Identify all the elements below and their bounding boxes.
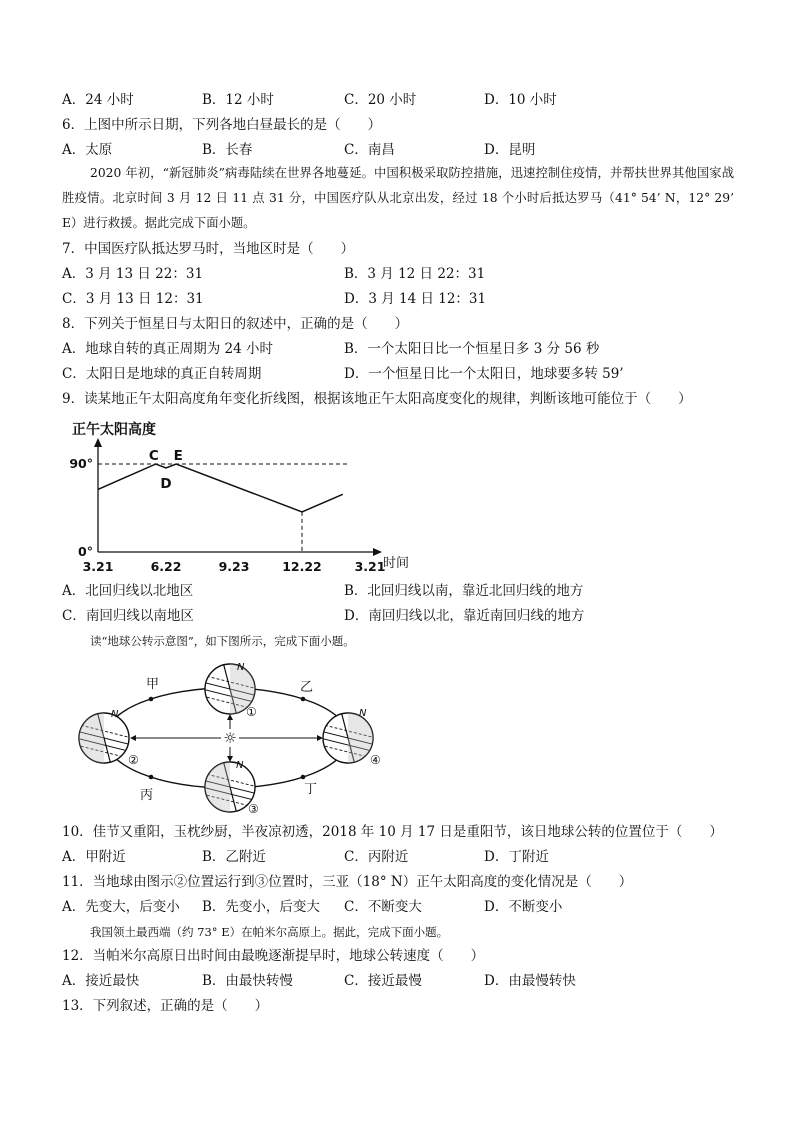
- q11-option-c[interactable]: C．不断变大: [344, 899, 422, 915]
- q7-stem: 7．中国医疗队抵达罗马时，当地区时是（ ）: [62, 241, 355, 257]
- svg-text:N: N: [111, 709, 119, 720]
- orbit-point-yi: [301, 697, 306, 702]
- sun-height-chart: [62, 416, 410, 578]
- x-tick-label: 3.21: [354, 559, 386, 574]
- q9-option-d[interactable]: D．南回归线以北，靠近南回归线的地方: [344, 608, 585, 624]
- q5-option-d[interactable]: D．10 小时: [484, 92, 557, 108]
- chart-title: 正午太阳高度: [72, 422, 156, 438]
- q8-option-c[interactable]: C．太阳日是地球的真正自转周期: [62, 366, 262, 382]
- q5-option-c[interactable]: C．20 小时: [344, 92, 417, 108]
- sun-icon: ☼: [223, 729, 237, 747]
- label-ding: 丁: [304, 782, 318, 797]
- label-bing: 丙: [140, 788, 154, 803]
- q7-option-b[interactable]: B．3 月 12 日 22：31: [344, 266, 486, 282]
- q8-stem: 8．下列关于恒星日与太阳日的叙述中，正确的是（ ）: [62, 316, 409, 332]
- point-label-e: E: [173, 448, 183, 464]
- q11-option-a[interactable]: A．先变大，后变小: [62, 899, 180, 915]
- q6-option-b[interactable]: B．长春: [202, 142, 253, 158]
- q6-option-c[interactable]: C．南昌: [344, 142, 395, 158]
- globe-position-2: [76, 709, 132, 765]
- pamir-intro: 我国领土最西端（约 73° E）在帕米尔高原上。据此，完成下面小题。: [90, 925, 449, 939]
- q7-option-c[interactable]: C．3 月 13 日 12：31: [62, 291, 204, 307]
- svg-text:N: N: [236, 760, 244, 771]
- x-tick-label: 12.22: [282, 559, 322, 574]
- svg-text:N: N: [237, 662, 245, 673]
- chart-ticks: [69, 456, 385, 574]
- series-line: [98, 464, 343, 512]
- earth-orbit-diagram: [72, 660, 402, 820]
- q10-option-a[interactable]: A．甲附近: [62, 849, 126, 865]
- q5-option-b[interactable]: B．12 小时: [202, 92, 274, 108]
- orbit-point-bing: [149, 775, 154, 780]
- label-jia: 甲: [146, 677, 160, 692]
- q7-option-d[interactable]: D．3 月 14 日 12：31: [344, 291, 487, 307]
- q8-option-d[interactable]: D．一个恒星日比一个太阳日，地球要多转 59’: [344, 366, 624, 382]
- label-pos-3: ③: [248, 802, 259, 816]
- q11-stem: 11．当地球由图示②位置运行到③位置时，三亚（18° N）正午太阳高度的变化情况是（ ）: [62, 874, 633, 890]
- q13-stem: 13．下列叙述，正确的是（ ）: [62, 998, 269, 1014]
- q10-option-d[interactable]: D．丁附近: [484, 849, 549, 865]
- q12-option-c[interactable]: C．接近最慢: [344, 973, 422, 989]
- label-pos-2: ②: [128, 753, 139, 767]
- q6-option-a[interactable]: A．太原: [62, 142, 113, 158]
- q6-option-d[interactable]: D．昆明: [484, 142, 536, 158]
- x-tick-label: 3.21: [82, 559, 114, 574]
- q8-option-a[interactable]: A．地球自转的真正周期为 24 小时: [62, 341, 274, 357]
- orbit-intro: 读“地球公转示意图”，如下图所示，完成下面小题。: [90, 634, 355, 648]
- passage-rome: [62, 161, 734, 236]
- chart-marks: [98, 448, 350, 552]
- q7-option-a[interactable]: A．3 月 13 日 22：31: [62, 266, 204, 282]
- point-label-c: C: [148, 448, 159, 464]
- q5-option-a[interactable]: A．24 小时: [62, 92, 134, 108]
- q12-stem: 12．当帕米尔高原日出时间由最晚逐渐提早时，地球公转速度（ ）: [62, 948, 485, 964]
- q9-option-b[interactable]: B．北回归线以南，靠近北回归线的地方: [344, 583, 584, 599]
- y-tick-label: 0°: [78, 544, 93, 559]
- q11-option-b[interactable]: B．先变小，后变大: [202, 899, 320, 915]
- y-axis-arrow: [94, 438, 102, 447]
- point-label-d: D: [160, 475, 172, 492]
- label-yi: 乙: [300, 680, 314, 695]
- svg-text:N: N: [359, 708, 367, 719]
- q12-option-a[interactable]: A．接近最快: [62, 973, 140, 989]
- q8-option-b[interactable]: B．一个太阳日比一个恒星日多 3 分 56 秒: [344, 341, 600, 357]
- orbit-point-jia: [149, 697, 154, 702]
- label-pos-4: ④: [370, 753, 381, 767]
- q11-option-d[interactable]: D．不断变小: [484, 899, 563, 915]
- q9-option-c[interactable]: C．南回归线以南地区: [62, 608, 194, 624]
- q12-option-b[interactable]: B．由最快转慢: [202, 973, 293, 989]
- q9-option-a[interactable]: A．北回归线以北地区: [62, 583, 194, 599]
- q6-stem: 6．上图中所示日期，下列各地白昼最长的是（ ）: [62, 117, 382, 133]
- x-axis-arrow: [373, 548, 382, 556]
- x-tick-label: 6.22: [150, 559, 182, 574]
- x-tick-label: 9.23: [218, 559, 250, 574]
- globe-position-4: [320, 708, 376, 765]
- y-tick-label: 90°: [69, 456, 93, 471]
- q10-stem: 10．佳节又重阳，玉枕纱厨，半夜凉初透，2018 年 10 月 17 日是重阳节，该日地球公转的位置位于（ ）: [62, 824, 723, 840]
- q9-stem: 9．读某地正午太阳高度角年变化折线图，根据该地正午太阳高度变化的规律，判断该地可能位于（ ）: [62, 391, 692, 407]
- passage-rome-text: 2020 年初，“新冠肺炎”病毒陆续在世界各地蔓延。中国积极采取防控措施，迅速控制住疫情，并帮扶世界其他国家战胜疫情。北京时间 3 月 12 日 11 点 31 分，中国医疗队从北京出发，经过 18 个小时后抵达罗马（41° 54’ N，12° 29’ E）进行救援。据此完成下面小题。: [62, 166, 734, 230]
- x-axis-label: 时间: [383, 556, 410, 571]
- q12-option-d[interactable]: D．由最慢转快: [484, 973, 576, 989]
- q10-option-c[interactable]: C．丙附近: [344, 849, 409, 865]
- orbit-point-ding: [301, 775, 306, 780]
- q10-option-b[interactable]: B．乙附近: [202, 849, 266, 865]
- label-pos-1: ①: [246, 705, 257, 719]
